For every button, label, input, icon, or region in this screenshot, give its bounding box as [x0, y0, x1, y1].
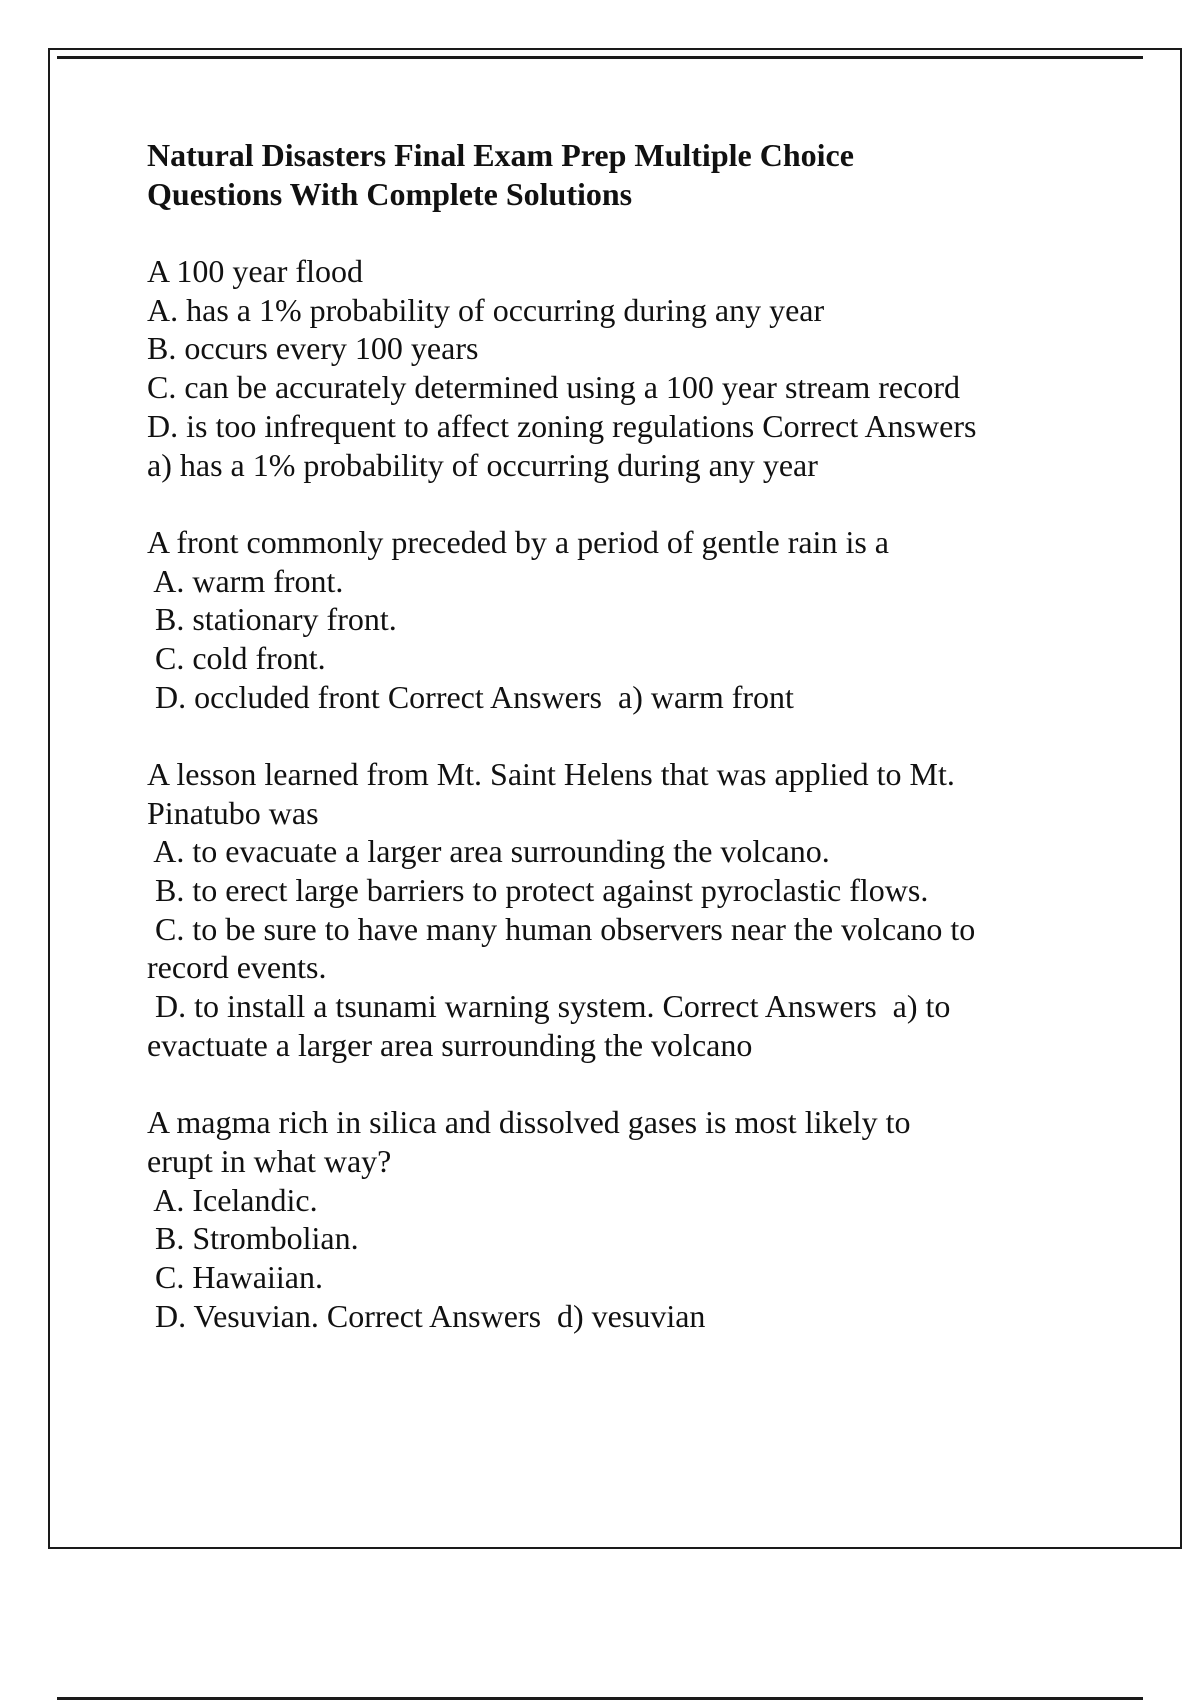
correct-answer: a) has a 1% probability of occurring during any year	[147, 446, 818, 483]
answer-option-d-with-correct-answer: D. Vesuvian. Correct Answers d) vesuvian	[147, 1297, 706, 1334]
question-block-3	[147, 755, 1107, 1065]
answer-option-c-continued: record events.	[147, 949, 327, 986]
header-rule	[57, 56, 1143, 59]
answer-option-b: B. to erect large barriers to protect against pyroclastic flows.	[147, 872, 929, 909]
question-block-4	[147, 1103, 1107, 1335]
answer-option-a: A. to evacuate a larger area surrounding the volcano.	[147, 833, 830, 870]
document-content	[147, 136, 1107, 1335]
question-block-1	[147, 252, 1107, 484]
answer-option-d-with-correct-answer: D. to install a tsunami warning system. Correct Answers a) to	[147, 988, 951, 1025]
question-stem-continued: erupt in what way?	[147, 1142, 392, 1179]
answer-option-b: B. stationary front.	[147, 601, 397, 638]
answer-option-a: A. warm front.	[147, 562, 344, 599]
spacer	[147, 484, 1107, 523]
question-block-2	[147, 523, 1107, 716]
document-title	[147, 136, 1107, 213]
answer-option-c: C. can be accurately determined using a 100 year stream record	[147, 369, 960, 406]
answer-option-c: C. Hawaiian.	[147, 1258, 323, 1295]
answer-option-d-with-correct-answer: D. occluded front Correct Answers a) warm front	[147, 678, 794, 715]
question-stem: A 100 year flood	[147, 253, 363, 290]
question-stem: A lesson learned from Mt. Saint Helens that was applied to Mt.	[147, 756, 955, 792]
answer-option-b: B. occurs every 100 years	[147, 330, 479, 367]
spacer	[147, 213, 1107, 252]
answer-option-a: A. has a 1% probability of occurring during any year	[147, 291, 825, 328]
answer-option-c: C. cold front.	[147, 639, 326, 676]
title-line: Natural Disasters Final Exam Prep Multiple Choice	[147, 137, 854, 173]
spacer	[147, 1065, 1107, 1104]
correct-answer-continued: evactuate a larger area surrounding the volcano	[147, 1026, 753, 1063]
answer-option-a: A. Icelandic.	[147, 1181, 318, 1218]
title-line: Questions With Complete Solutions	[147, 175, 633, 212]
spacer	[147, 716, 1107, 755]
question-stem: A front commonly preceded by a period of gentle rain is a	[147, 523, 889, 560]
question-stem-continued: Pinatubo was	[147, 794, 319, 831]
answer-option-d: D. is too infrequent to affect zoning regulations Correct Answers	[147, 407, 977, 444]
answer-option-c: C. to be sure to have many human observers near the volcano to	[147, 910, 976, 947]
question-stem: A magma rich in silica and dissolved gases is most likely to	[147, 1104, 911, 1141]
answer-option-b: B. Strombolian.	[147, 1220, 359, 1257]
